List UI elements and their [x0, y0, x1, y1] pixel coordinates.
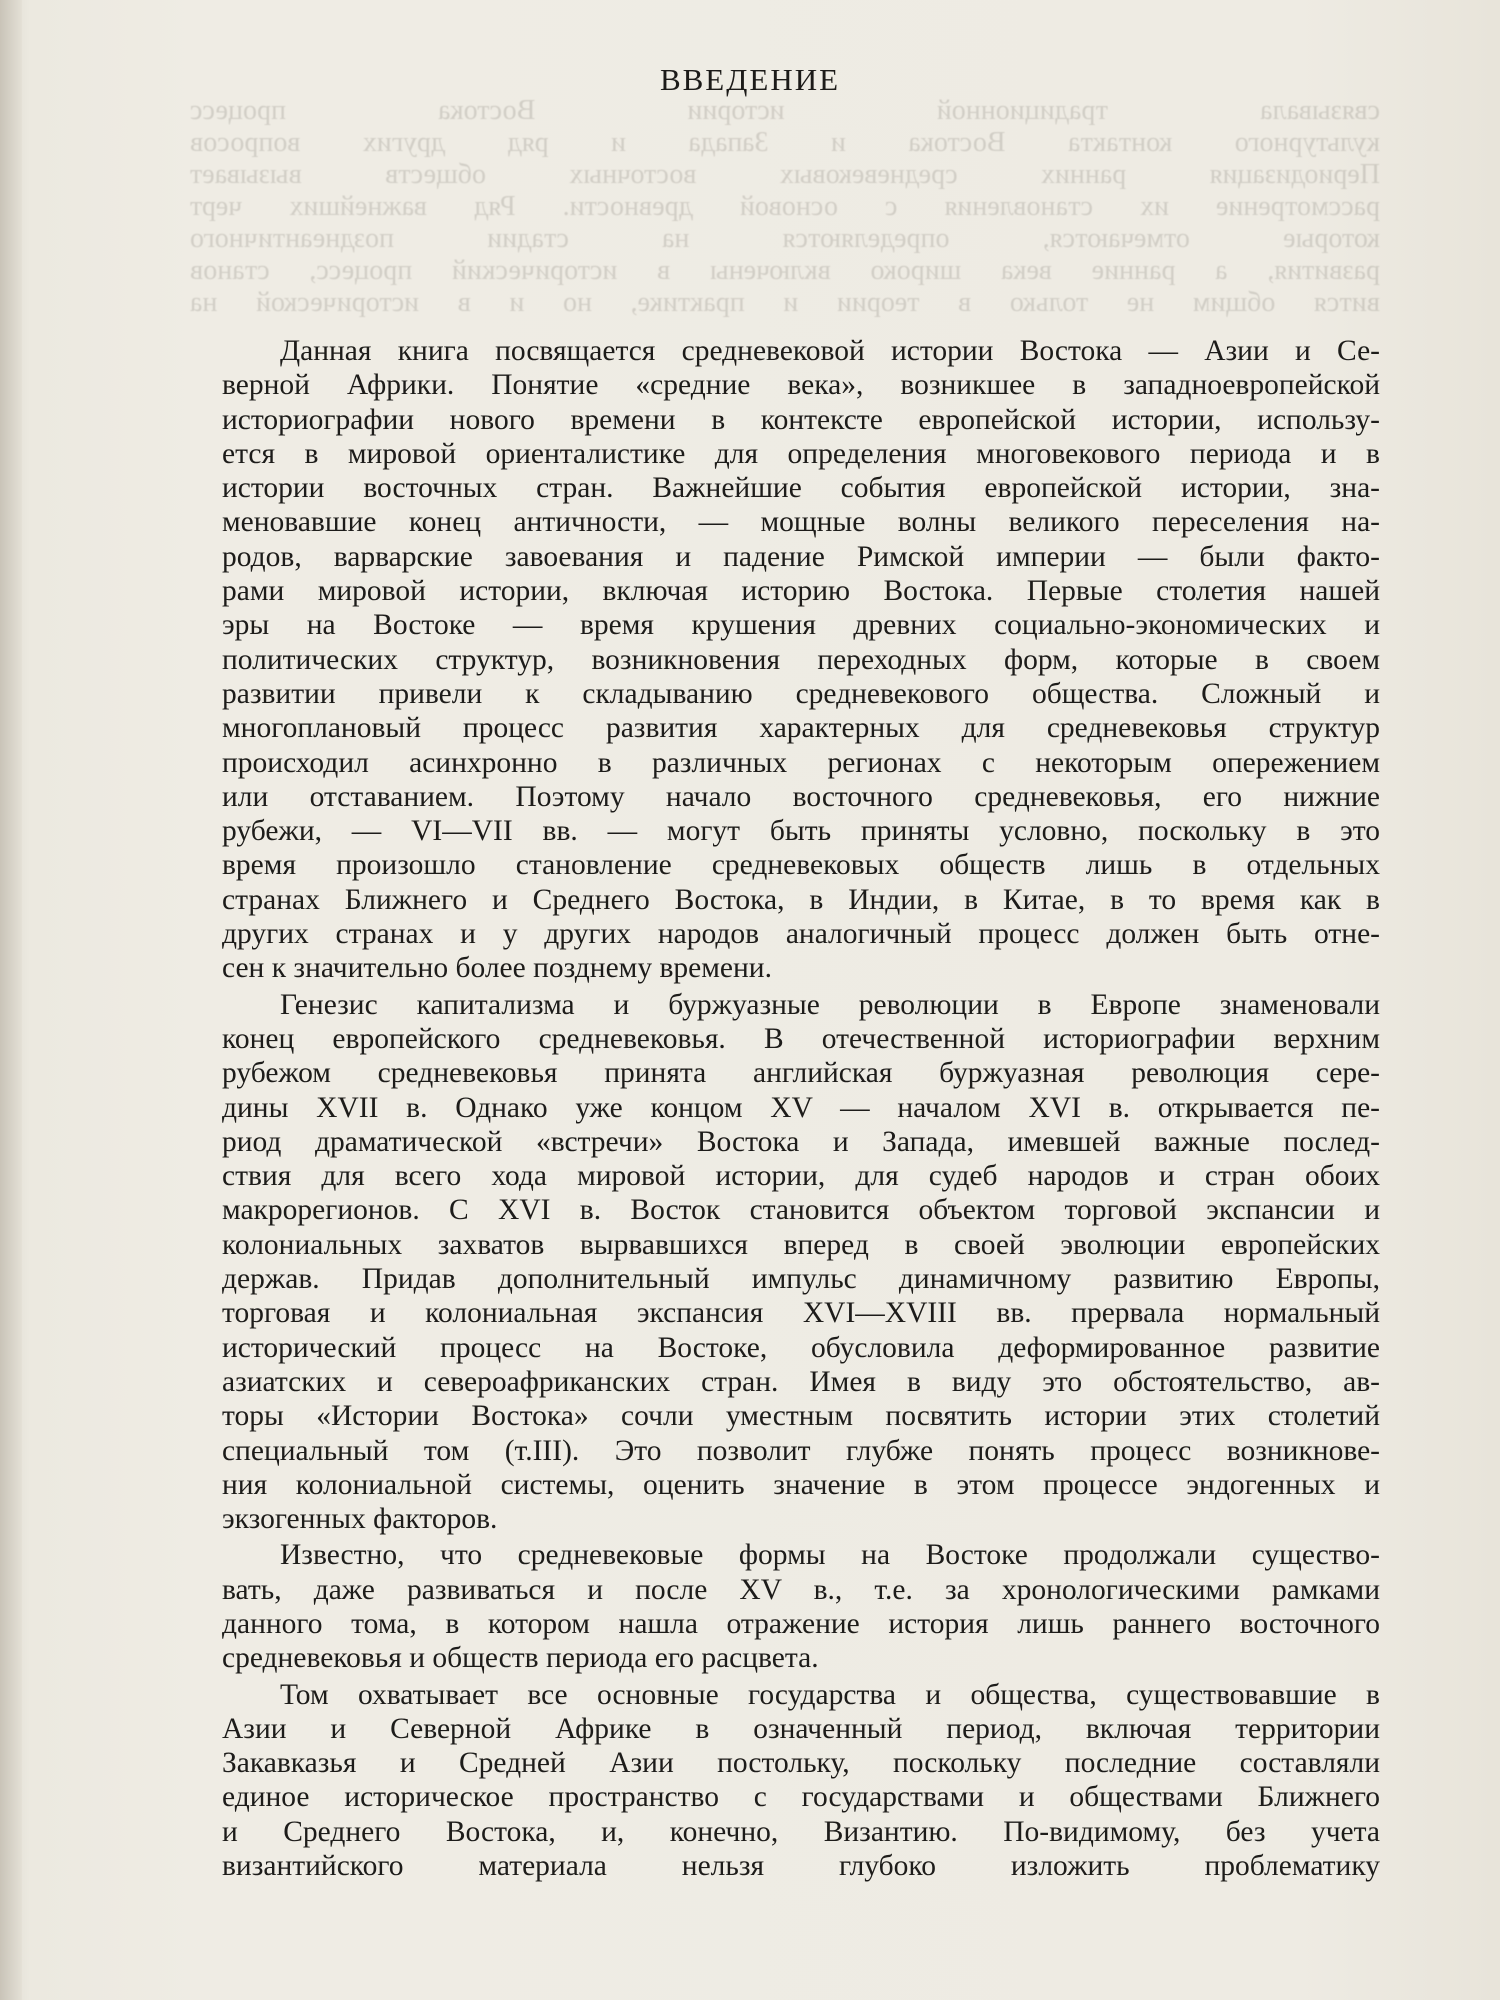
bleed-line: развития, а ранние века широко включены в исторический процесс, станов [190, 255, 1380, 286]
text-line: меновавшие конец античности, — мощные волны великого переселения на- [222, 506, 1380, 539]
text-line: макрорегионов. С XVI в. Восток становится объектом торговой экспансии и [222, 1194, 1380, 1227]
text-line: Закавказья и Средней Азии постольку, поскольку последние составляли [222, 1747, 1380, 1780]
page-spine-shadow [0, 0, 22, 2000]
paragraph [164, 988, 1380, 1537]
text-line: Известно, что средневековые формы на Востоке продолжали существо- [280, 1539, 1380, 1572]
text-line: конец европейского средневековья. В отечественной историографии верхним [222, 1022, 1380, 1055]
bleed-line: связывала традиционной истории Востока процесс [190, 95, 1380, 126]
bleed-line: которые отмечаются, определяются на стадии позднеантичного [190, 223, 1380, 254]
text-line: торговая и колониальная экспансия XVI—XVIII вв. прервала нормальный [222, 1297, 1380, 1330]
text-line: или отставанием. Поэтому начало восточного средневековья, его нижние [222, 780, 1380, 813]
text-line: историографии нового времени в контексте европейской истории, использу- [222, 403, 1380, 436]
text-line: ствия для всего хода мировой истории, для судеб народов и стран обоих [222, 1160, 1380, 1193]
text-line: экзогенных факторов. [222, 1503, 498, 1536]
text-line: Данная книга посвящается средневековой истории Востока — Азии и Се- [280, 335, 1380, 367]
bleed-line: вится общим не только в теории и практике, но и в исторической на [190, 287, 1380, 318]
text-line: сен к значительно более позднему времени. [222, 952, 772, 985]
text-line: азиатских и североафриканских стран. Имея в виду это обстоятельство, ав- [222, 1365, 1380, 1398]
text-line: Азии и Северной Африке в означенный период, включая территории [222, 1712, 1380, 1745]
text-line: ется в мировой ориенталистике для определения многовекового периода и в [222, 437, 1380, 470]
text-line: политических структур, возникновения переходных форм, которые в своем [222, 643, 1380, 676]
text-line: развитии привели к складыванию средневекового общества. Сложный и [222, 677, 1380, 710]
text-line: верной Африки. Понятие «средние века», возникшее в западноевропейской [222, 369, 1380, 402]
text-line: торы «Истории Востока» сочли уместным посвятить истории этих столетий [222, 1400, 1380, 1433]
text-line: ния колониальной системы, оценить значение в этом процессе эндогенных и [222, 1468, 1380, 1501]
text-line: родов, варварские завоевания и падение Римской империи — были факто- [222, 540, 1380, 573]
text-line: рубежи, — VI—VII вв. — могут быть приняты условно, поскольку в это [222, 815, 1380, 848]
text-line: специальный том (т.III). Это позволит глубже понять процесс возникнове- [222, 1434, 1380, 1467]
text-line: дины XVII в. Однако уже концом XV — началом XVI в. открывается пе- [222, 1091, 1380, 1124]
text-line: Том охватывает все основные государства и общества, существовавшие в [280, 1678, 1380, 1711]
bleed-line: рассмотрение их становления с основой древности. Ряд важнейших черт [190, 191, 1380, 222]
text-line: колониальных захватов вырвавшихся вперед в своей эволюции европейских [222, 1228, 1380, 1261]
text-line: данного тома, в котором нашла отражение история лишь раннего восточного [222, 1607, 1380, 1640]
text-line: других странах и у других народов аналогичный процесс должен быть отне- [222, 918, 1380, 951]
text-line: риод драматической «встречи» Востока и Запада, имевшей важные послед- [222, 1125, 1380, 1158]
bleed-line: культурного контакта Востока и Запада и ряд других вопросов [190, 127, 1380, 158]
chapter-title: ВВЕДЕНИЕ [659, 62, 841, 97]
text-line: странах Ближнего и Среднего Востока, в Индии, в Китае, в то время как в [222, 883, 1380, 916]
text-line: вать, даже развиваться и после XV в., т.е. за хронологическими рамками [222, 1573, 1380, 1606]
text-line: средневековья и обществ периода его расцвета. [222, 1642, 819, 1675]
text-line: держав. Придав дополнительный импульс динамичному развитию Европы, [222, 1263, 1380, 1296]
paragraph [164, 1538, 1380, 1675]
text-line: время произошло становление средневековых обществ лишь в отдельных [222, 849, 1380, 882]
text-line: Генезис капитализма и буржуазные революции в Европе знаменовали [280, 988, 1380, 1021]
text-line: исторический процесс на Востоке, обусловила деформированное развитие [222, 1331, 1380, 1364]
text-line: происходил асинхронно в различных регионах с некоторым опережением [222, 746, 1380, 779]
text-line: единое историческое пространство с государствами и обществами Ближнего [222, 1781, 1380, 1814]
text-line: истории восточных стран. Важнейшие события европейской истории, зна- [222, 472, 1380, 505]
show-through-text [190, 95, 1380, 325]
text-line: рубежом средневековья принята английская буржуазная революция сере- [222, 1057, 1380, 1090]
body-text [164, 334, 1380, 1883]
text-line: рами мировой истории, включая историю Востока. Первые столетия нашей [222, 575, 1380, 608]
bleed-line: Периодизация ранних средневековых восточных обществ вызывает [190, 159, 1380, 190]
text-line: эры на Востоке — время крушения древних социально-экономических и [222, 609, 1380, 642]
text-line: и Среднего Востока, и, конечно, Византию. По-видимому, без учета [222, 1815, 1380, 1848]
paragraph [164, 1678, 1380, 1884]
paragraph [164, 334, 1380, 986]
text-line: многоплановый процесс развития характерных для средневековья структур [222, 712, 1380, 745]
text-line: византийского материала нельзя глубоко изложить проблематику [222, 1850, 1380, 1883]
